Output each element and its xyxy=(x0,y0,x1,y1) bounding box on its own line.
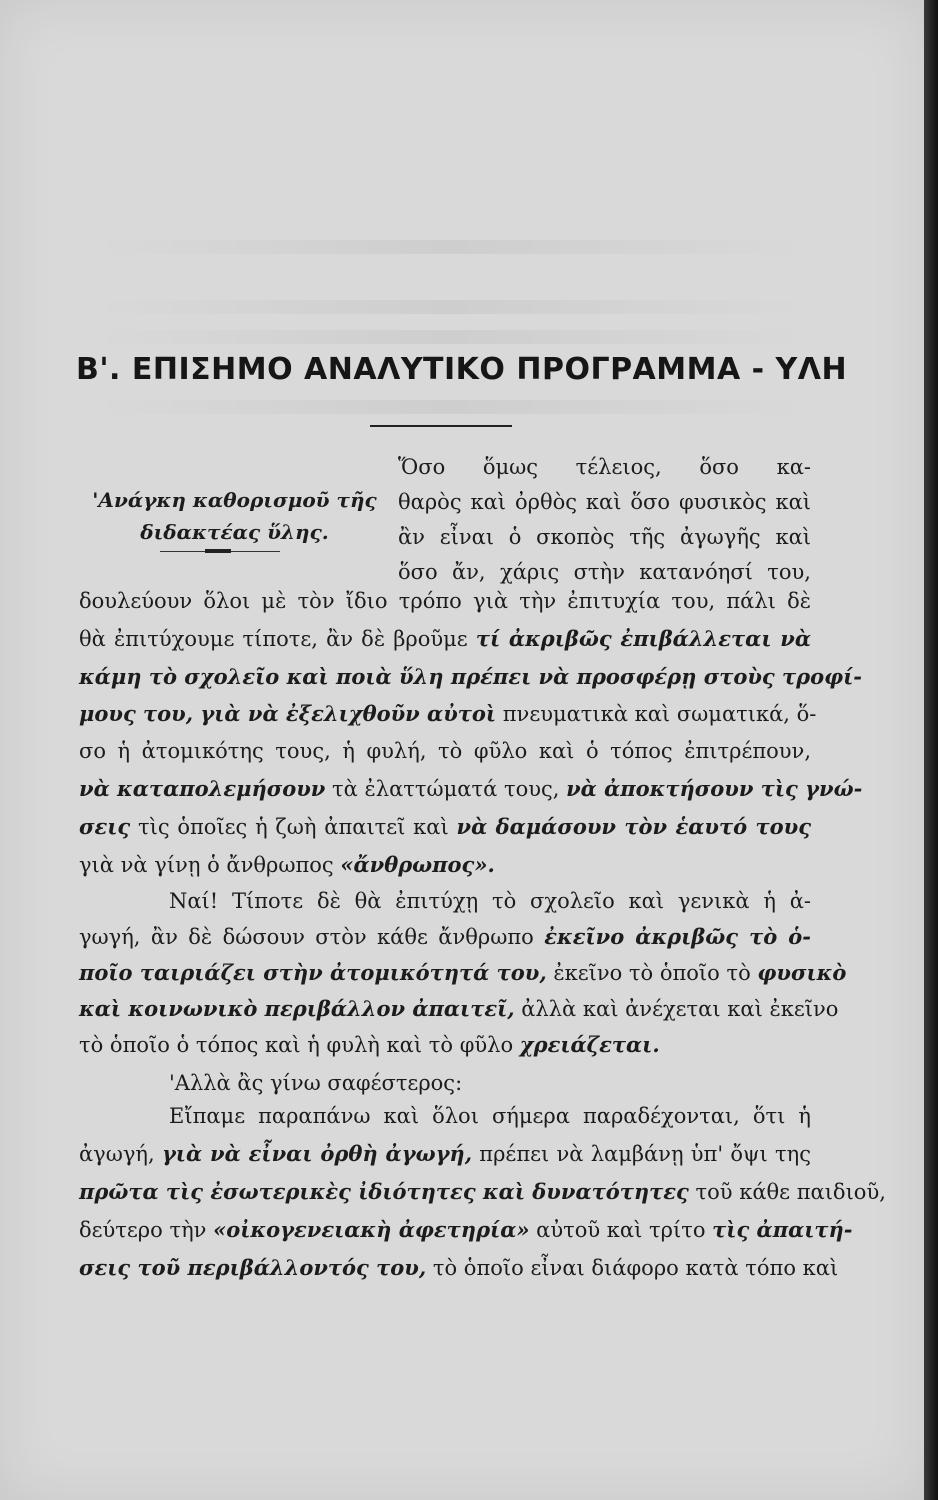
heading-underline-rule xyxy=(370,425,512,427)
emphasis-span: νὰ ἀποκτήσουν τὶς γνώ- xyxy=(566,776,863,801)
text-span: ἐκεῖνο τὸ ὁποῖο τὸ xyxy=(546,961,758,985)
emphasis-line: κάμη τὸ σχολεῖο καὶ ποιὰ ὕλη πρέπει νὰ προσφέρῃ στοὺς τροφί- xyxy=(79,664,862,689)
text-line: 'Αλλὰ ἂς γίνω σαφέστερος: xyxy=(169,1071,463,1095)
emphasis-span: ἐκεῖνο ἀκριβῶς τὸ ὁ- xyxy=(544,924,811,949)
text-line xyxy=(79,770,863,808)
margin-side-note xyxy=(92,484,377,548)
text-span: τὶς ὁποῖες ἡ ζωὴ ἀπαιτεῖ καὶ xyxy=(130,815,457,839)
page-edge-shadow xyxy=(924,0,938,1500)
text-span: τὰ ἐλαττώματά τους, xyxy=(325,777,567,801)
text-span: ἀλλὰ καὶ ἀνέχεται καὶ ἐκεῖνο xyxy=(514,997,839,1021)
text-line: Εἴπαμε παραπάνω καὶ ὅλοι σήμερα παραδέχονται, ὅτι ἡ xyxy=(169,1104,811,1128)
text-span: θὰ ἐπιτύχουμε τίποτε, ἂν δὲ βροῦμε xyxy=(79,627,476,651)
bleed-through-shadow xyxy=(90,240,810,254)
text-span: πνευματικὰ καὶ σωματικά, ὅ- xyxy=(496,702,817,726)
text-line xyxy=(79,1027,811,1063)
text-line xyxy=(79,846,811,884)
emphasis-span: σεις τοῦ περιβάλλοντός του, xyxy=(79,1255,427,1280)
emphasis-span: γιὰ νὰ εἶναι ὀρθὴ ἀγωγή, xyxy=(161,1141,473,1166)
emphasis-span: μους του, γιὰ νὰ ἐξελιχθοῦν αὐτοὶ xyxy=(79,701,497,726)
text-line xyxy=(79,1211,853,1249)
emphasis-span: φυσικὸ xyxy=(757,960,847,985)
text-line xyxy=(79,620,811,658)
text-line xyxy=(79,1135,811,1173)
text-span: τὸ ὁποῖο ὁ τόπος καὶ ἡ φυλὴ καὶ τὸ φῦλο xyxy=(79,1033,520,1057)
emphasis-span: πρῶτα τὶς ἐσωτερικὲς ἰδιότητες καὶ δυνατότητες xyxy=(79,1179,689,1204)
bleed-through-shadow xyxy=(90,300,810,314)
text-line xyxy=(79,695,817,733)
text-line: ἂν εἶναι ὁ σκοπὸς τῆς ἀγωγῆς καὶ xyxy=(398,525,811,549)
text-line xyxy=(79,808,811,846)
emphasis-span: νὰ καταπολεμήσουν xyxy=(79,776,326,801)
emphasis-span: ποῖο ταιριάζει στὴν ἀτομικότητά του, xyxy=(79,960,547,985)
side-note-rule-mark xyxy=(205,549,231,553)
emphasis-span: «οἰκογενειακὴ ἀφετηρία» xyxy=(213,1217,530,1242)
emphasis-span: τί ἀκριβῶς ἐπιβάλλεται νὰ xyxy=(475,626,812,651)
text-line xyxy=(79,991,839,1027)
paragraph-1 xyxy=(79,583,863,884)
intro-paragraph-column xyxy=(398,450,811,590)
text-span: δεύτερο τὴν xyxy=(79,1218,214,1242)
text-line: δουλεύουν ὅλοι μὲ τὸν ἴδιο τρόπο γιὰ τὴν ἐπιτυχία του, πάλι δὲ xyxy=(79,589,811,613)
bleed-through-shadow xyxy=(90,330,810,344)
text-line xyxy=(79,1249,839,1287)
emphasis-span: «ἄνθρωπος». xyxy=(340,852,495,877)
side-note-line: διδακτέας ὕλης. xyxy=(140,520,329,544)
text-line: Ὅσο ὅμως τέλειος, ὅσο κα- xyxy=(398,455,811,479)
emphasis-span: χρειάζεται. xyxy=(519,1032,660,1057)
text-line xyxy=(79,1173,886,1211)
bleed-through-shadow xyxy=(90,400,810,414)
text-span: ἀγωγή, xyxy=(79,1142,162,1166)
text-line: Ναί! Τίποτε δὲ θὰ ἐπιτύχῃ τὸ σχολεῖο καὶ γενικὰ ἡ ἀ- xyxy=(169,889,811,913)
text-line: θαρὸς καὶ ὀρθὸς καὶ ὅσο φυσικὸς καὶ xyxy=(398,490,811,514)
emphasis-span: νὰ δαμάσουν τὸν ἑαυτό τους xyxy=(456,814,812,839)
paragraph-2 xyxy=(79,884,847,1063)
emphasis-span: καὶ κοινωνικὸ περιβάλλον ἀπαιτεῖ, xyxy=(79,996,515,1021)
text-span: τοῦ κάθε παιδιοῦ, xyxy=(688,1180,886,1204)
text-span: πρέπει νὰ λαμβάνῃ ὑπ' ὄψι της xyxy=(472,1142,811,1166)
text-span: γωγή, ἂν δὲ δώσουν στὸν κάθε ἄνθρωπο xyxy=(79,925,545,949)
emphasis-span: σεις xyxy=(79,814,131,839)
emphasis-span: τὶς ἀπαιτή- xyxy=(712,1217,853,1242)
text-span: αὐτοῦ καὶ τρίτο xyxy=(529,1218,713,1242)
text-line: ὅσο ἄν, χάρις στὴν κατανόησί του, xyxy=(398,560,811,584)
text-span: τὸ ὁποῖο εἶναι διάφορο κατὰ τόπο καὶ xyxy=(426,1256,839,1280)
text-line xyxy=(79,955,847,991)
paragraph-4 xyxy=(79,1098,886,1287)
text-line xyxy=(79,919,811,955)
text-line: σο ἡ ἀτομικότης τους, ἡ φυλή, τὸ φῦλο καὶ ὁ τόπος ἐπιτρέπουν, xyxy=(79,739,811,763)
section-heading: Β'. ΕΠΙΣΗΜΟ ΑΝΑΛΥΤΙΚΟ ΠΡΟΓΡΑΜΜΑ - ΥΛΗ xyxy=(76,352,848,387)
text-span: γιὰ νὰ γίνῃ ὁ ἄνθρωπος xyxy=(79,853,341,877)
paragraph-3 xyxy=(79,1066,811,1101)
side-note-line: 'Ανάγκη καθορισμοῦ τῆς xyxy=(92,488,377,512)
